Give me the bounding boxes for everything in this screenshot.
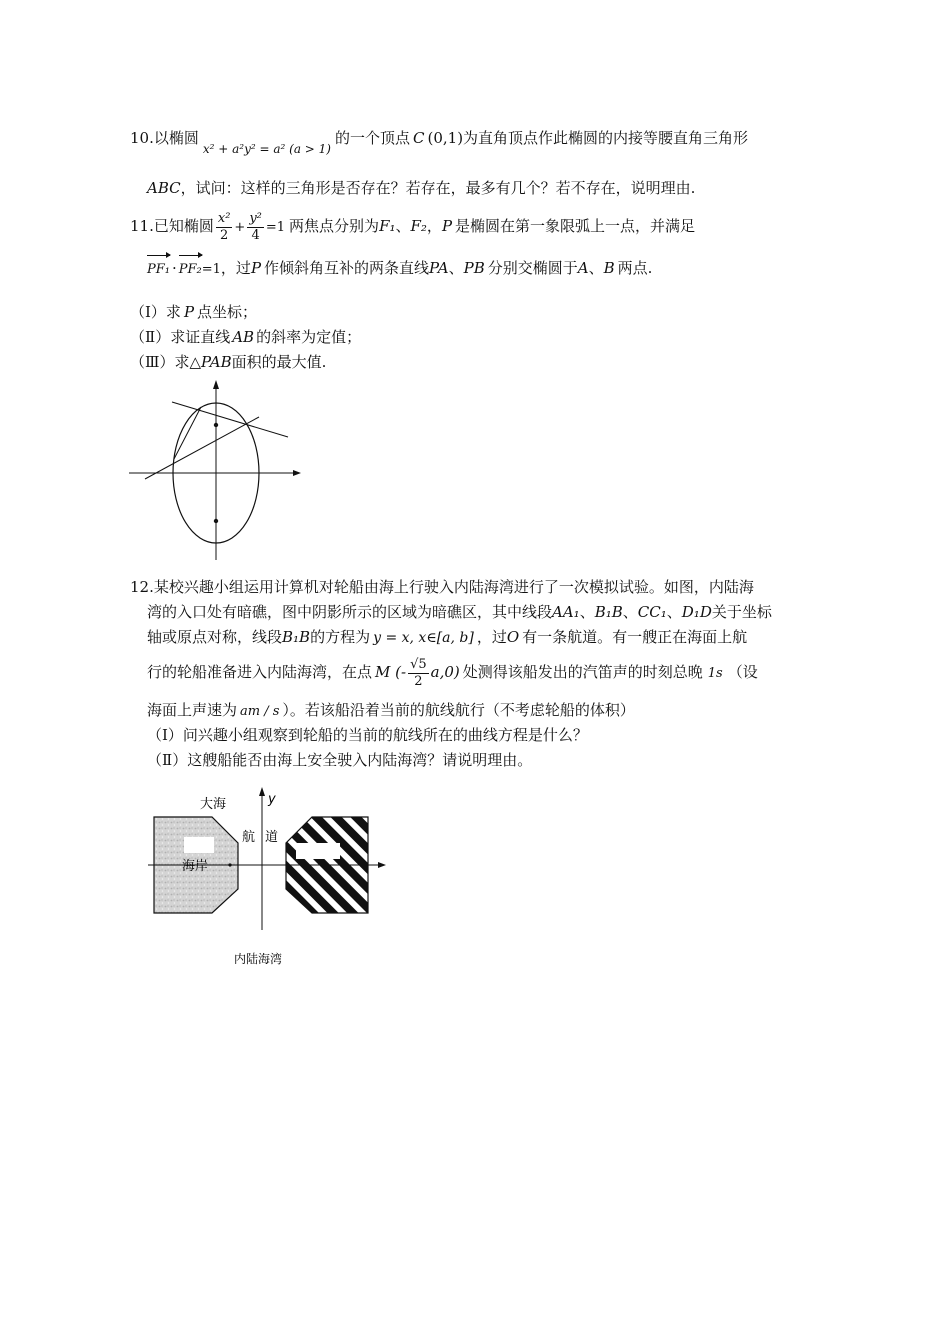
q12-text-3: 关于坐标 (711, 603, 772, 621)
q11-part3-text: （Ⅲ）求△ (130, 353, 202, 371)
q11-p: P (441, 217, 453, 235)
q11-plus: + (234, 220, 246, 235)
q11-sep3: 、 (588, 259, 604, 277)
q12-text-9: 处测得该船发出的汽笛声的时刻总晚 (462, 663, 703, 681)
right-label-box (296, 843, 340, 859)
q11-sep2: 、 (448, 259, 464, 277)
q11-frac2 (247, 211, 264, 244)
q12-seg-aa1: AA₁ (552, 603, 580, 621)
q11-part3 (130, 352, 326, 372)
q12-seg-b1b-2: B₁B (282, 628, 311, 646)
sea-label: 大海 (200, 797, 227, 812)
q12-text: 12.某校兴趣小组运用计算机对轮船由海上行驶入内陆海湾进行了一次模拟试验。如图，内陆海 (130, 578, 754, 596)
q11-a: A (577, 259, 589, 277)
q12-text-2: 湾的入口处有暗礁，图中阴影所示的区域为暗礁区，其中线段 (147, 603, 553, 621)
q11-frac2-den: 4 (251, 227, 260, 243)
q11-text-5: 作倾斜角互补的两条直线 (264, 259, 430, 277)
q11-comma: ， (426, 217, 442, 235)
q11-ellipse-figure (125, 375, 310, 565)
q11-text-2: 两焦点分别为 (289, 217, 380, 235)
channel-label-2: 道 (265, 830, 279, 845)
q11-eq-one: =1 (265, 220, 286, 235)
point-m (228, 863, 231, 866)
q10-text-2: 的一个顶点 (334, 129, 410, 147)
q10-equation: x² + a²y² = a² (a > 1) (202, 142, 331, 156)
q11-sep1: 、 (395, 217, 411, 235)
q11-part2 (130, 327, 361, 347)
q12-seg-cc1: CC₁ (637, 603, 667, 621)
q11-frac1 (216, 211, 233, 244)
q10-point-c-coord: (0,1) (427, 129, 464, 147)
q11-b: B (603, 259, 615, 277)
q12-o: O (506, 628, 520, 646)
channel-label-1: 航 (242, 830, 256, 845)
q11-text-7: 两点. (617, 259, 653, 277)
q12-sep1: 、 (579, 603, 595, 621)
q12-text-7: 有一条航道。有一艘正在海面上航 (522, 628, 748, 646)
left-label-box (184, 837, 214, 853)
q12-sep2: 、 (622, 603, 638, 621)
q11-part1-text-2: 点坐标； (197, 303, 258, 321)
y-axis-arrow-icon (259, 787, 265, 796)
q12-seg-d1d: D₁D (681, 603, 712, 621)
q12-frac (408, 657, 429, 690)
q12-time: 1s (707, 666, 723, 681)
q12-line2 (147, 602, 772, 622)
q11-pb: PB (463, 259, 485, 277)
q10-text-4: ，试问：这样的三角形是否存在？若存在，最多有几个？若不存在，说明理由. (180, 179, 696, 197)
q11-p-2: P (250, 259, 262, 277)
q11-vector-pf2: PF₂ (179, 258, 202, 282)
q11-part1-text: （Ⅰ）求 (130, 303, 181, 321)
q11-text-6: 分别交椭圆于 (487, 259, 578, 277)
x-axis-arrow-icon (378, 862, 386, 868)
q11-part3-text-2: 面积的最大值. (231, 353, 327, 371)
q12-frac-den: 2 (414, 673, 423, 689)
q12-text-6: ，过 (476, 628, 507, 646)
q11-part1-p: P (183, 303, 195, 321)
q11-line1 (130, 206, 695, 248)
q12-text-12: ）。若该船沿着当前的航线航行（不考虑轮船的体积） (282, 701, 635, 719)
q11-vector-pf1: PF₁ (147, 258, 170, 282)
q12-line4 (147, 652, 758, 694)
q12-line5 (147, 700, 635, 722)
line-pb (145, 417, 259, 479)
q12-text-8: 行的轮船准备进入内陆海湾，在点 (147, 663, 373, 681)
q12-text-4: 轴或原点对称，线段 (147, 628, 283, 646)
q11-dot: · (171, 259, 177, 277)
q11-text-3: 是椭圆在第一象限弧上一点，并满足 (455, 217, 696, 235)
q12-text-10: （设 (727, 663, 758, 681)
q12-sep3: 、 (666, 603, 682, 621)
q12-line3 (147, 627, 747, 648)
bay-label: 内陆海湾 (234, 952, 283, 966)
y-axis-label: y (268, 792, 276, 807)
q12-seg-b1b: B₁B (594, 603, 623, 621)
q11-part1 (130, 302, 257, 322)
q10-text-3: 为直角顶点作此椭圆的内接等腰直角三角形 (463, 129, 749, 147)
q12-line1 (130, 577, 754, 597)
focus-top (214, 423, 218, 427)
q10-text: 10.以椭圆 (130, 129, 199, 147)
q10-point-c: C (413, 129, 425, 147)
q10-line1 (130, 128, 749, 156)
q11-part2-text-2: 的斜率为定值； (256, 328, 362, 346)
q11-frac1-num: x² (217, 210, 231, 226)
q12-point-m: M (- (375, 663, 407, 681)
q12-frac-num: √5 (410, 656, 427, 672)
q11-part2-text: （Ⅱ）求证直线 (130, 328, 231, 346)
q11-line2 (147, 256, 652, 282)
q12-text-5: 的方程为 (310, 628, 371, 646)
q12-bay-figure (140, 785, 400, 975)
q11-f1: F₁ (379, 217, 396, 235)
q11-text: 11.已知椭圆 (130, 217, 214, 235)
q11-text-4: ，过 (220, 259, 251, 277)
q12-text-11: 海面上声速为 (147, 701, 238, 719)
q11-frac2-num: y² (249, 210, 262, 226)
q11-vec-eq: =1 (201, 262, 221, 277)
q11-frac1-den: 2 (219, 227, 229, 243)
q12-speed: am / s (240, 704, 280, 719)
q12-point-m-2: a,0) (430, 663, 460, 681)
q11-f2: F₂ (410, 217, 427, 235)
q12-line-equation: y = x, x∈[a, b] (373, 630, 474, 646)
q12-part1 (147, 725, 588, 745)
x-axis-arrow-icon (293, 470, 301, 476)
q11-part3-pab: PAB (201, 353, 232, 371)
focus-bottom (214, 519, 218, 523)
coast-label: 海岸 (182, 859, 209, 874)
q11-part2-ab: AB (232, 328, 255, 346)
q10-abc: ABC (147, 179, 181, 197)
q12-part1-text: （Ⅰ）问兴趣小组观察到轮船的当前的航线所在的曲线方程是什么？ (147, 726, 588, 744)
q12-part2-text: （Ⅱ）这艘船能否由海上安全驶入内陆海湾？请说明理由。 (147, 751, 533, 769)
q10-line2 (147, 178, 695, 198)
q12-part2 (147, 750, 532, 770)
y-axis-arrow-icon (213, 380, 219, 389)
q11-pa: PA (429, 259, 449, 277)
